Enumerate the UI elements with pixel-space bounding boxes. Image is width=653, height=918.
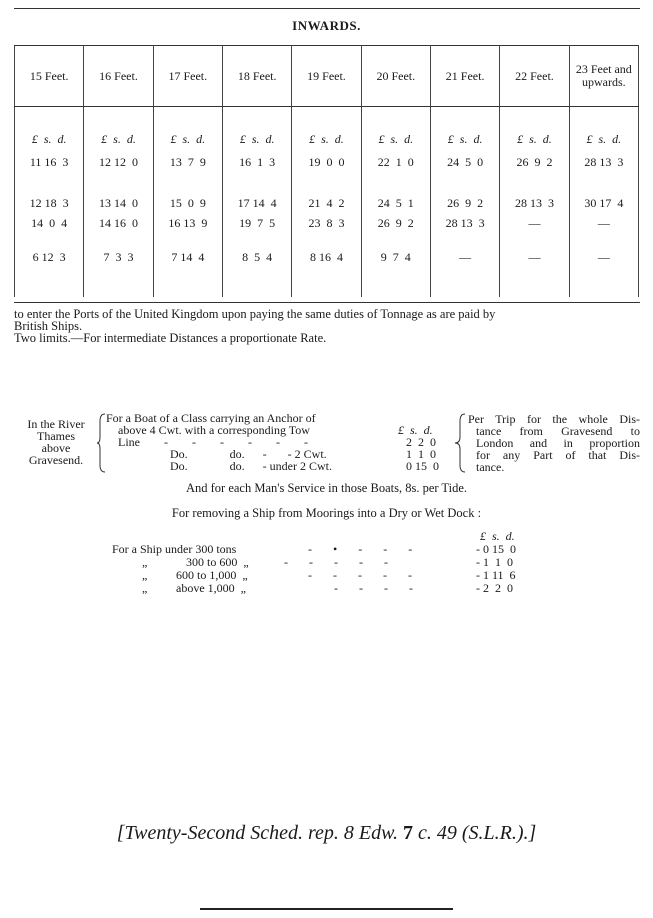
trip-description: [468, 413, 640, 473]
table-spacer: [84, 279, 153, 297]
removing-amount: - 1 1 0: [476, 555, 513, 569]
table-spacer: [361, 279, 430, 297]
boat-line-text: Do. do. - under 2 Cwt.: [170, 459, 332, 473]
repeal-text: c. 49 (S.L.R.).]: [412, 822, 537, 844]
currency-cell: £ s. d.: [84, 107, 153, 150]
table-cell: 16 13 9: [153, 211, 222, 235]
tonnage-table: [14, 45, 639, 297]
trip-line: for any Part of that Dis-: [476, 448, 640, 462]
currency-cell: £ s. d.: [292, 107, 361, 150]
table-cell: 14 16 0: [84, 211, 153, 235]
table-spacer: [15, 279, 84, 297]
removing-leader: - - - - -: [284, 555, 388, 569]
col-header: 23 Feet and upwards.: [569, 46, 638, 107]
trip-line: tance.: [476, 460, 505, 474]
currency-cell: £ s. d.: [15, 107, 84, 150]
table-cell: 28 13 3: [569, 149, 638, 175]
right-brace-icon: [454, 413, 466, 473]
repeal-text: [Twenty-Second Sched. rep. 8 Edw.: [116, 822, 403, 844]
ditto-mark: „: [142, 555, 148, 569]
boat-line-text: Do. do. - - 2 Cwt.: [170, 447, 327, 461]
table-cell: 24 5 0: [430, 149, 499, 175]
currency-cell: £ s. d.: [569, 107, 638, 150]
table-cell: 30 17 4: [569, 175, 638, 211]
table-row: [15, 235, 639, 279]
table-spacer: [153, 279, 222, 297]
note-line: British Ships.: [14, 319, 83, 333]
river-label-line: In the River: [27, 417, 85, 431]
table-row: [15, 211, 639, 235]
boat-line-text: above 4 Cwt. with a corresponding Tow: [118, 423, 310, 437]
boat-charges: [106, 412, 454, 472]
removing-label: above 1,000 „: [176, 581, 246, 595]
boat-line-text: For a Boat of a Class carrying an Anchor of: [106, 411, 316, 425]
table-cell: 7 14 4: [153, 235, 222, 279]
left-brace-icon: [96, 413, 106, 473]
river-label-line: Thames: [37, 429, 75, 443]
removing-leader: - • - - -: [308, 542, 413, 556]
table-spacer-row: [15, 279, 639, 297]
table-cell: 12 18 3: [15, 175, 84, 211]
table-cell: 13 14 0: [84, 175, 153, 211]
table-cell: —: [500, 211, 569, 235]
note-line: Two limits.—For intermediate Distances a proportionate Rate.: [14, 331, 327, 345]
table-bottom-rule: [14, 302, 640, 303]
removing-currency: £ s. d.: [480, 529, 515, 543]
table-cell: 17 14 4: [222, 175, 291, 211]
boat-line-text: Line - - - - - -: [118, 435, 308, 449]
boat-amount: 2 2 0: [406, 435, 436, 449]
table-row: [15, 149, 639, 175]
boat-amount: 1 1 0: [406, 447, 436, 461]
table-spacer: [569, 279, 638, 297]
table-cell: 8 5 4: [222, 235, 291, 279]
currency-cell: £ s. d.: [430, 107, 499, 150]
table-cell: —: [569, 211, 638, 235]
note-line: to enter the Ports of the United Kingdom upon paying the same duties of Tonnage as are paid by: [14, 307, 496, 321]
col-header: 17 Feet.: [153, 46, 222, 107]
table-cell: 11 16 3: [15, 149, 84, 175]
table-cell: —: [569, 235, 638, 279]
table-cell: 14 0 4: [15, 211, 84, 235]
removing-title: For removing a Ship from Moorings into a Dry or Wet Dock :: [171, 506, 482, 520]
table-cell: 6 12 3: [15, 235, 84, 279]
header-row: [15, 46, 639, 107]
tonnage-note: [14, 308, 640, 344]
river-label-line: Gravesend.: [28, 453, 84, 467]
table-cell: 12 12 0: [84, 149, 153, 175]
table-cell: 13 7 9: [153, 149, 222, 175]
removing-amount: - 1 11 6: [476, 568, 516, 582]
table-cell: 28 13 3: [430, 211, 499, 235]
table-cell: 9 7 4: [361, 235, 430, 279]
removing-label: 300 to 600 „: [186, 555, 249, 569]
table-cell: 28 13 3: [500, 175, 569, 211]
table-cell: 26 9 2: [500, 149, 569, 175]
trip-line: London and in proportion: [476, 436, 640, 450]
table-cell: —: [430, 235, 499, 279]
river-label-line: above: [41, 441, 71, 455]
boat-currency: £ s. d.: [398, 423, 433, 437]
table-cell: 16 1 3: [222, 149, 291, 175]
col-header: 15 Feet.: [15, 46, 84, 107]
removing-charges: [112, 530, 552, 595]
removing-label: 600 to 1,000 „: [176, 568, 248, 582]
removing-label: For a Ship under 300 tons: [112, 542, 237, 556]
currency-cell: £ s. d.: [222, 107, 291, 150]
table-cell: 24 5 1: [361, 175, 430, 211]
removing-leader: - - - -: [334, 581, 413, 595]
table-cell: 19 0 0: [292, 149, 361, 175]
removing-amount: - 0 15 0: [476, 542, 516, 556]
table-cell: 19 7 5: [222, 211, 291, 235]
table-row: [15, 175, 639, 211]
table-spacer: [292, 279, 361, 297]
table-cell: 7 3 3: [84, 235, 153, 279]
table-spacer: [500, 279, 569, 297]
table-cell: 26 9 2: [430, 175, 499, 211]
col-header: 20 Feet.: [361, 46, 430, 107]
ditto-mark: „: [142, 568, 148, 582]
table-spacer: [222, 279, 291, 297]
repeal-number: 7: [402, 822, 413, 844]
table-spacer: [430, 279, 499, 297]
table-cell: 22 1 0: [361, 149, 430, 175]
removing-leader: - - - - -: [308, 568, 412, 582]
col-header: 22 Feet.: [500, 46, 569, 107]
table-cell: 23 8 3: [292, 211, 361, 235]
currency-row: [15, 107, 639, 150]
mans-service-line: And for each Man's Service in those Boats, 8s. per Tide.: [185, 481, 468, 495]
boat-amount: 0 15 0: [406, 459, 439, 473]
trip-line: Per Trip for the whole Dis-: [468, 412, 640, 426]
bottom-rule: [200, 908, 453, 910]
currency-cell: £ s. d.: [361, 107, 430, 150]
removing-amount: - 2 2 0: [476, 581, 513, 595]
table-cell: 8 16 4: [292, 235, 361, 279]
ditto-mark: „: [142, 581, 148, 595]
repeal-note: [0, 822, 653, 845]
col-header: 16 Feet.: [84, 46, 153, 107]
top-rule: [14, 8, 640, 9]
currency-cell: £ s. d.: [153, 107, 222, 150]
table-cell: 26 9 2: [361, 211, 430, 235]
table-cell: 15 0 9: [153, 175, 222, 211]
table-cell: 21 4 2: [292, 175, 361, 211]
col-header: 21 Feet.: [430, 46, 499, 107]
boat-line: [106, 460, 454, 472]
trip-line: tance from Gravesend to: [476, 424, 640, 438]
col-header: 18 Feet.: [222, 46, 291, 107]
table-cell: —: [500, 235, 569, 279]
section-heading: INWARDS.: [292, 18, 361, 33]
currency-cell: £ s. d.: [500, 107, 569, 150]
col-header: 19 Feet.: [292, 46, 361, 107]
removing-row: [112, 582, 552, 595]
river-location-label: [14, 418, 98, 466]
